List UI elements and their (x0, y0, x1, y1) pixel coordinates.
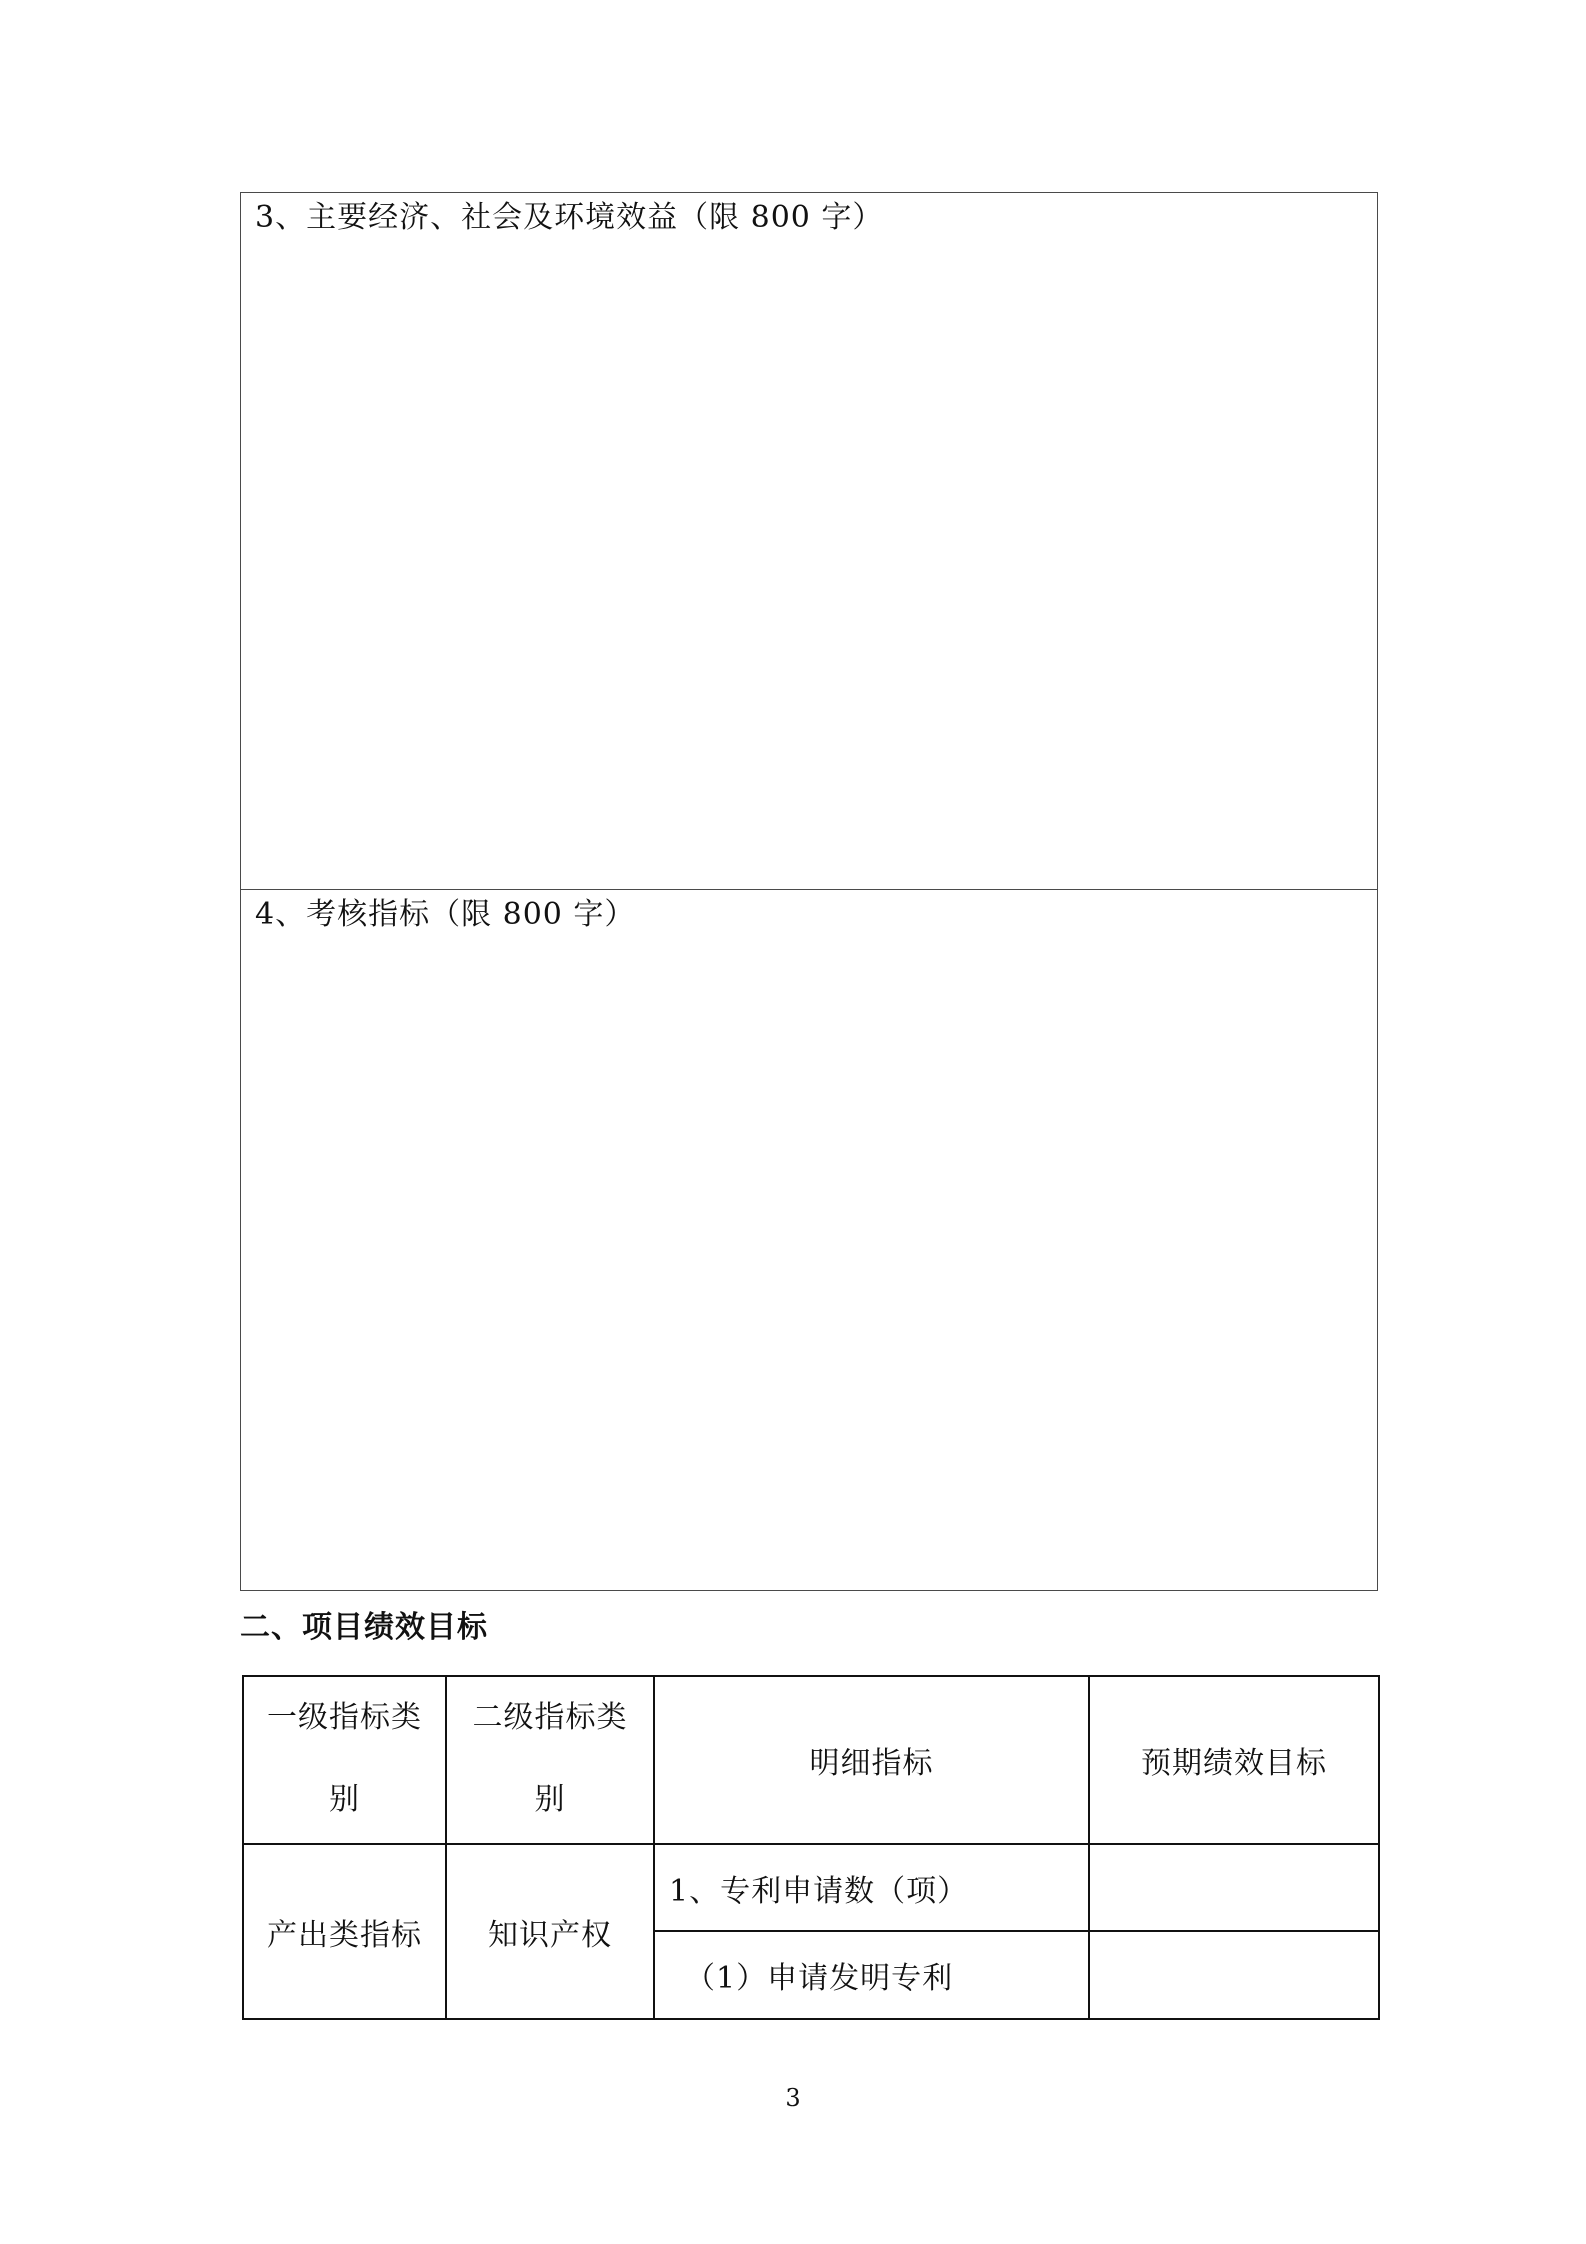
cell-target-patent-applications[interactable] (1089, 1844, 1379, 1931)
header-detail-indicator: 明细指标 (654, 1676, 1089, 1844)
cell-detail-patent-applications: 1、专利申请数（项） (654, 1844, 1089, 1931)
narrative-box-table (240, 192, 1378, 1591)
header-level2-category: 二级指标类别 (446, 1676, 654, 1844)
cell-level1-category: 产出类指标 (243, 1844, 446, 2019)
section-heading: 二、项目绩效目标 (240, 1610, 488, 1645)
box-cell-benefits[interactable] (241, 193, 1378, 890)
table-header-row (243, 1676, 1379, 1844)
header-expected-target: 预期绩效目标 (1089, 1676, 1379, 1844)
box-row-benefits (241, 193, 1378, 890)
box-row-assessment (241, 890, 1378, 1591)
box-label-assessment: 4、考核指标（限 800 字） (255, 897, 636, 932)
table-row (243, 1844, 1379, 1931)
cell-target-invention-patents[interactable] (1089, 1931, 1379, 2019)
cell-level2-category: 知识产权 (446, 1844, 654, 2019)
performance-target-table (242, 1675, 1380, 2020)
page-number: 3 (785, 2084, 801, 2112)
box-label-benefits: 3、主要经济、社会及环境效益（限 800 字） (255, 200, 884, 235)
box-cell-assessment[interactable] (241, 890, 1378, 1591)
header-level1-category: 一级指标类别 (243, 1676, 446, 1844)
cell-detail-invention-patents: （1）申请发明专利 (654, 1931, 1089, 2019)
